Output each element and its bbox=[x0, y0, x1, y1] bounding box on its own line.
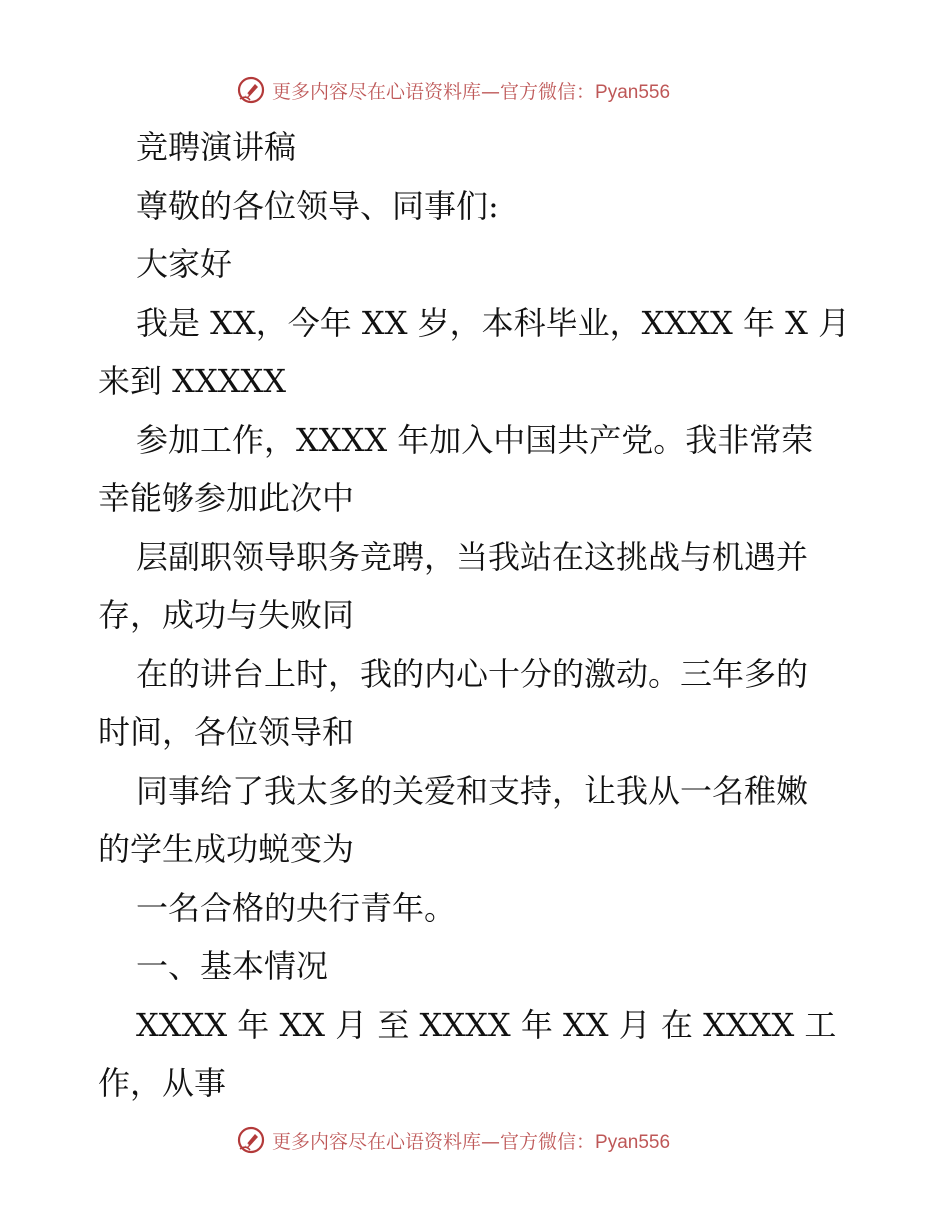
pen-nib-circle-icon bbox=[236, 1125, 266, 1155]
text-line: 层副职领导职务竞聘，当我站在这挑战与机遇并 bbox=[136, 537, 809, 576]
watermark-text: 更多内容尽在心语资料库—官方微信：Pyan556 bbox=[272, 1130, 671, 1153]
watermark-text: 更多内容尽在心语资料库—官方微信：Pyan556 bbox=[272, 80, 671, 103]
text-line: 参加工作，XXXX 年加入中国共产党。我非常荣 bbox=[136, 420, 814, 459]
text-line: 作，从事 bbox=[98, 1064, 227, 1102]
text-line: 来到 XXXXX bbox=[98, 362, 287, 400]
text-line: 在的讲台上时，我的内心十分的激动。三年多的 bbox=[136, 654, 809, 693]
text-line: 的学生成功蜕变为 bbox=[98, 830, 355, 868]
text-line: 一、基本情况 bbox=[136, 947, 329, 985]
text-line: 竞聘演讲稿 bbox=[136, 128, 297, 166]
text-line: 幸能够参加此次中 bbox=[98, 479, 355, 517]
text-line: 大家好 bbox=[136, 245, 233, 283]
text-line: 我是 XX，今年 XX 岁，本科毕业，XXXX 年 X 月 bbox=[136, 303, 851, 342]
pen-nib-circle-icon bbox=[236, 75, 266, 105]
watermark-header bbox=[236, 73, 670, 107]
text-line: 存，成功与失败同 bbox=[98, 596, 355, 634]
text-line: 同事给了我太多的关爱和支持，让我从一名稚嫩 bbox=[136, 771, 809, 810]
text-line: 尊敬的各位领导、同事们: bbox=[136, 186, 499, 225]
text-line: 时间，各位领导和 bbox=[98, 713, 355, 751]
text-line: XXXX 年 XX 月 至 XXXX 年 XX 月 在 XXXX 工 bbox=[136, 1005, 837, 1044]
watermark-wechat-id: Pyan556 bbox=[595, 81, 671, 103]
document-body bbox=[98, 118, 858, 1113]
watermark-footer bbox=[236, 1123, 670, 1157]
watermark-wechat-id: Pyan556 bbox=[595, 1131, 671, 1153]
text-line: 一名合格的央行青年。 bbox=[136, 888, 457, 927]
